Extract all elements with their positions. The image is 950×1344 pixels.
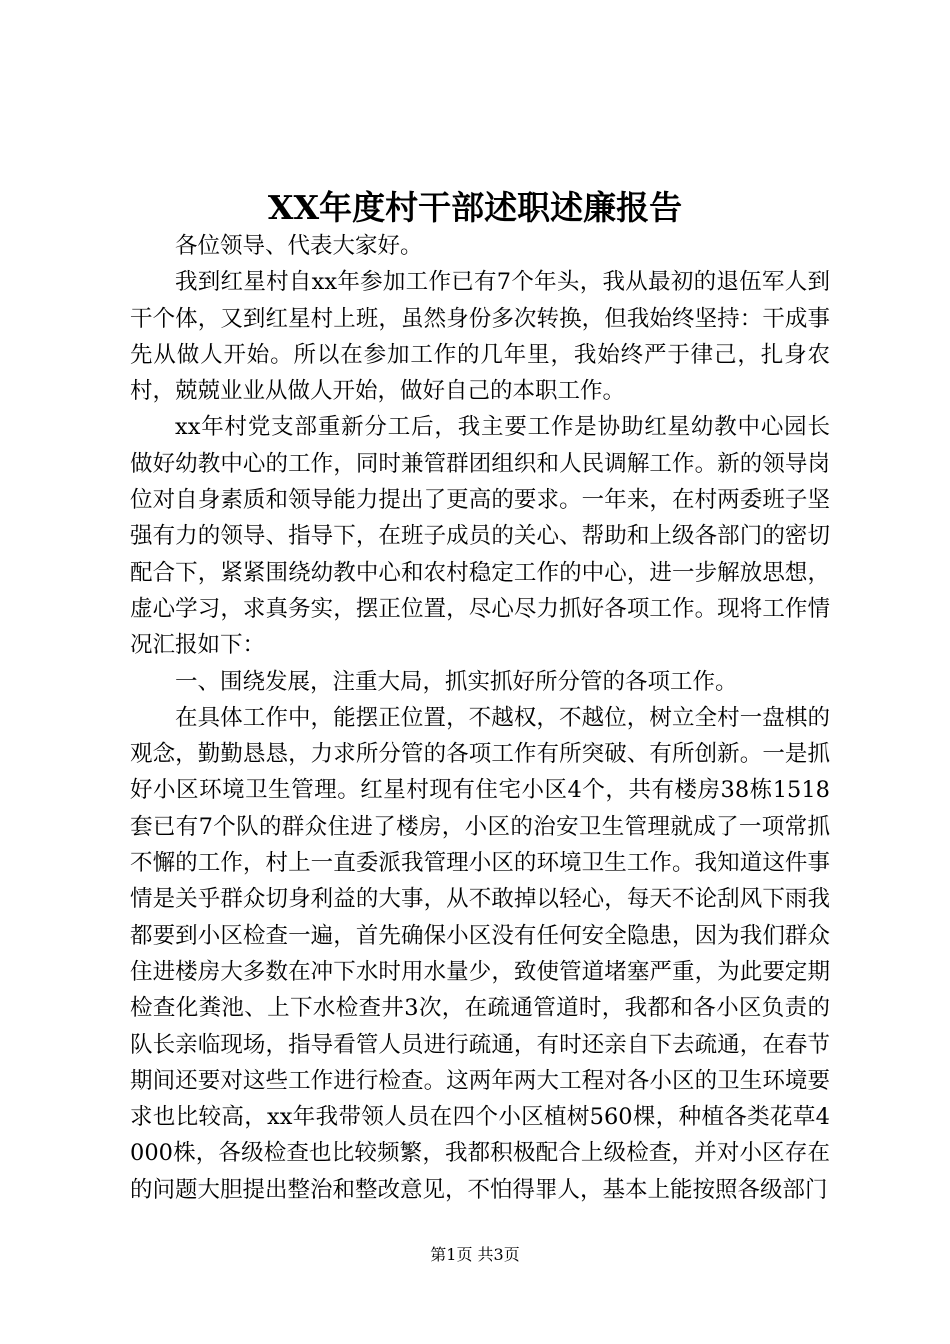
section-heading-one: 一、围绕发展，注重大局，抓实抓好所分管的各项工作。: [175, 668, 738, 695]
paragraph-specific-work: 在具体工作中，能摆正位置，不越权，不越位，树立全村一盘棋的观念，勤勤恳恳，力求所分管的各项工作有所突破、有所创新。一是抓好小区环境卫生管理。红星村现有住宅小区4个，共有楼房38栋1518套已有7个队的群众住进了楼房，小区的治安卫生管理就成了一项常抓不懈的工作，村上一直委派我管理小区的环境卫生工作。我知道这件事情是关乎群众切身利益的大事，从不敢掉以轻心，每天不论刮风下雨我都要到小区检查一遍，首先确保小区没有任何安全隐患，因为我们群众住进楼房大多数在冲下水时用水量少，致使管道堵塞严重，为此要定期检查化粪池、上下水检查井3次，在疏通管道时，我都和各小区负责的队长亲临现场，指导看管人员进行疏通，有时还亲自下去疏通，在春节期间还要对这些工作进行检查。这两年两大工程对各小区的卫生环境要求也比较高，xx年我带领人员在四个小区植树560棵，种植各类花草4000株，各级检查也比较频繁，我都积极配合上级检查，并对小区存在的问题大胆提出整治和整改意见，不怕得罪人，基本上能按照各级部门: [130, 704, 830, 1203]
page-footer: 第1页 共3页: [430, 1245, 520, 1264]
page-title: XX年度村干部述职述廉报告: [267, 188, 683, 227]
document-body: [130, 228, 830, 1208]
paragraph-introduction: 我到红星村自xx年参加工作已有7个年头，我从最初的退伍军人到干个体，又到红星村上班，虽然身份多次转换，但我始终坚持：干成事先从做人开始。所以在参加工作的几年里，我始终严于律己，扎身农村，兢兢业业从做人开始，做好自己的本职工作。: [130, 269, 830, 405]
paragraph-work-assignment: xx年村党支部重新分工后，我主要工作是协助红星幼教中心园长做好幼教中心的工作，同时兼管群团组织和人民调解工作。新的领导岗位对自身素质和领导能力提出了更高的要求。一年来，在村两委班子坚强有力的领导、指导下，在班子成员的关心、帮助和上级各部门的密切配合下，紧紧围绕幼教中心和农村稳定工作的中心，进一步解放思想，虚心学习，求真务实，摆正位置，尽心尽力抓好各项工作。现将工作情况汇报如下：: [130, 414, 830, 659]
paragraph-greeting: 各位领导、代表大家好。: [175, 233, 423, 259]
